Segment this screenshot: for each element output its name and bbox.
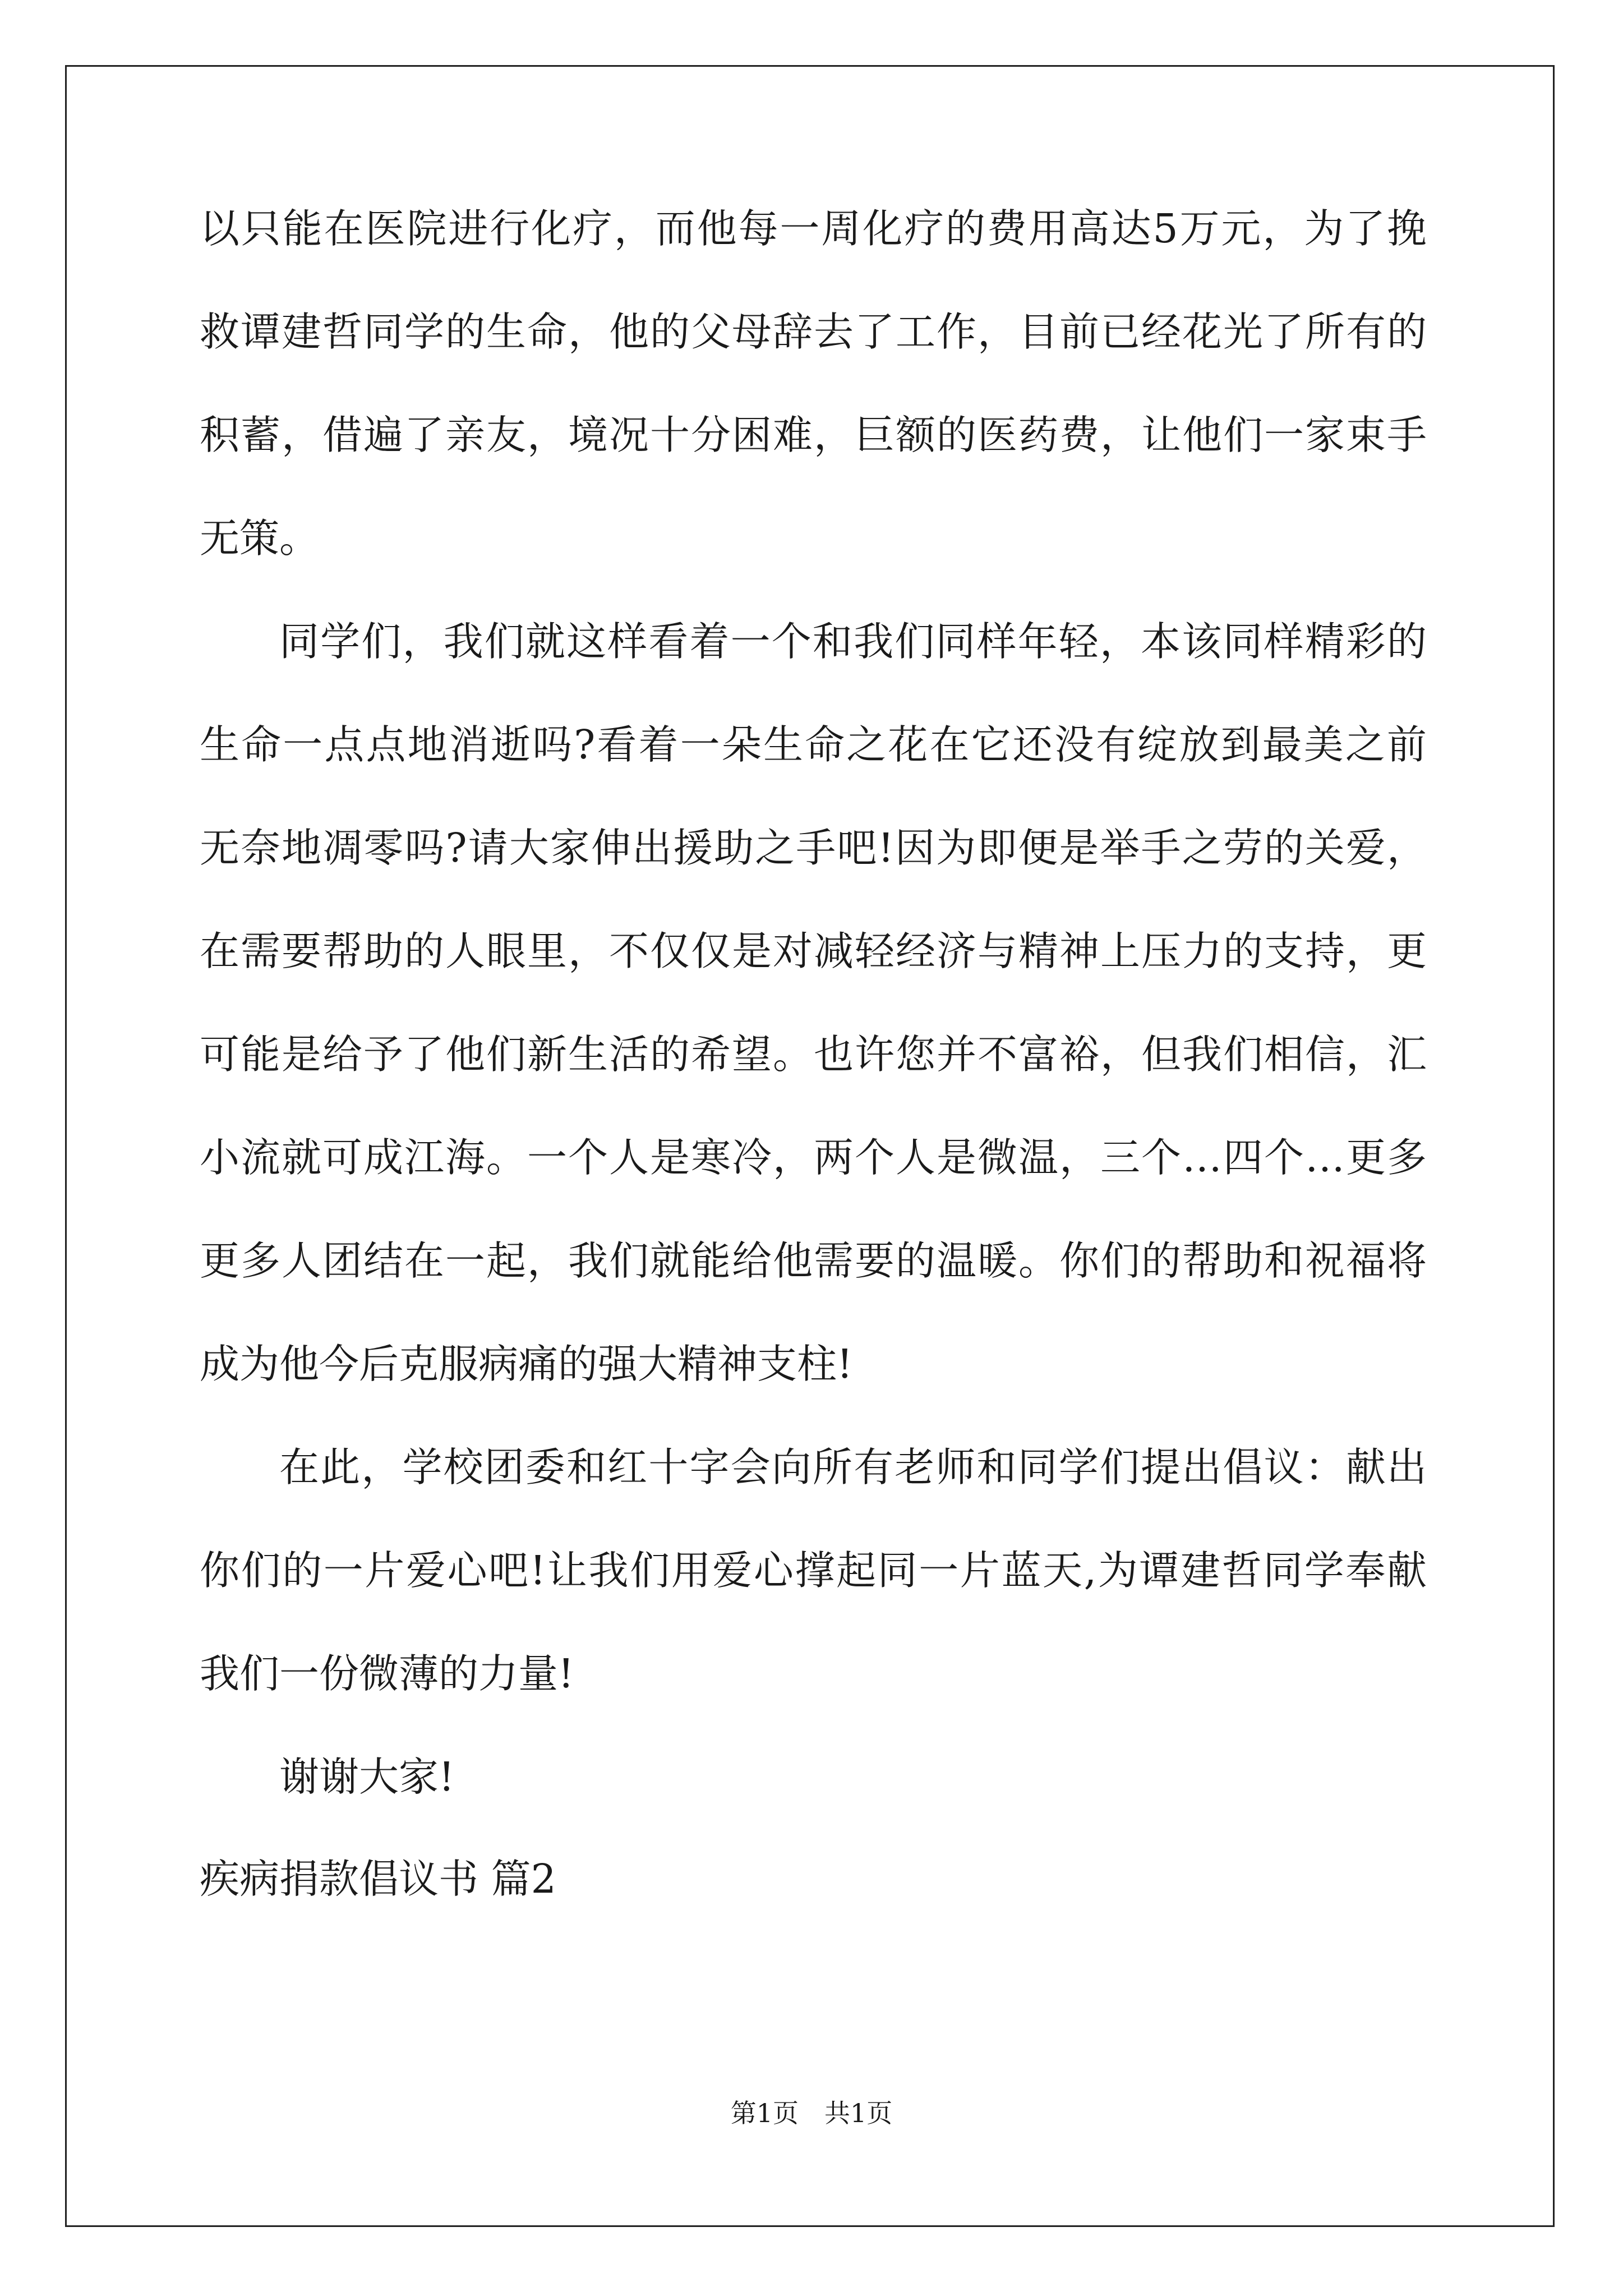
paragraph-line: 救谭建哲同学的生命，他的父母辞去了工作，目前已经花光了所有的: [200, 309, 1427, 355]
paragraph-line: 无策。: [200, 515, 320, 562]
closing-line: 谢谢大家!: [279, 1754, 455, 1800]
paragraph-line: 更多人团结在一起，我们就能给他需要的温暖。你们的帮助和祝福将: [200, 1237, 1427, 1284]
paragraph-line: 无奈地凋零吗?请大家伸出援助之手吧!因为即便是举手之劳的关爱，: [200, 825, 1427, 871]
paragraph-line: 我们一份微薄的力量!: [200, 1650, 574, 1697]
paragraph-line: 同学们，我们就这样看着一个和我们同样年轻，本该同样精彩的: [279, 618, 1427, 665]
paragraph-line: 生命一点点地消逝吗?看着一朵生命之花在它还没有绽放到最美之前: [200, 721, 1427, 768]
paragraph-line: 积蓄，借遍了亲友，境况十分困难，巨额的医药费，让他们一家束手: [200, 412, 1427, 458]
paragraph-line: 以只能在医院进行化疗，而他每一周化疗的费用高达5万元，为了挽: [200, 205, 1427, 252]
paragraph-line: 在需要帮助的人眼里，不仅仅是对减轻经济与精神上压力的支持，更: [200, 928, 1427, 974]
page-footer: 第1页 共1页: [730, 2098, 893, 2128]
paragraph-line: 你们的一片爱心吧!让我们用爱心撑起同一片蓝天,为谭建哲同学奉献: [200, 1547, 1427, 1594]
paragraph-line: 小流就可成江海。一个人是寒冷，两个人是微温，三个…四个…更多: [200, 1134, 1427, 1181]
section-heading: 疾病捐款倡议书 篇2: [200, 1856, 556, 1902]
paragraph-line: 在此，学校团委和红十字会向所有老师和同学们提出倡议：献出: [279, 1444, 1427, 1490]
paragraph-line: 可能是给予了他们新生活的希望。也许您并不富裕，但我们相信，汇: [200, 1031, 1427, 1078]
paragraph-line: 成为他今后克服病痛的强大精神支柱!: [200, 1341, 853, 1387]
